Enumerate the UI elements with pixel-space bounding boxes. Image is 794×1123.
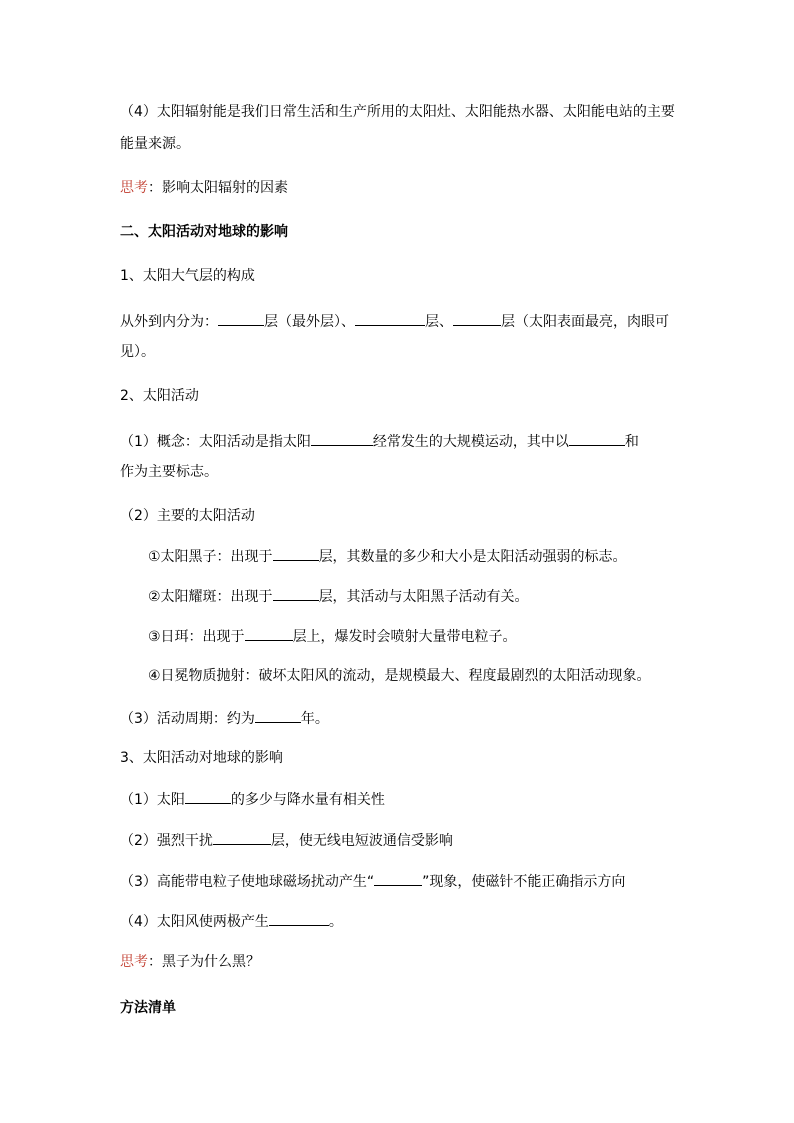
subsection-title-1: 1、太阳大气层的构成 — [120, 268, 255, 284]
effect-4-text-1: （4）太阳风使两极产生 — [120, 914, 269, 930]
concept-text-2: 经常发生的大规模运动，其中以 — [372, 434, 569, 450]
layers-prefix: 从外到内分为： — [120, 314, 218, 330]
effect-3-text-2: ”现象，使磁针不能正确指示方向 — [422, 874, 626, 890]
think-label: 思考 — [120, 954, 148, 970]
prominence-text-2: 层上，爆发时会喷射大量带电粒子。 — [292, 629, 517, 645]
answer-blank[interactable] — [255, 707, 301, 723]
section-title: 二、太阳活动对地球的影响 — [120, 224, 288, 240]
layers-text-a: 层（最外层）、 — [264, 314, 355, 330]
concept-text-3: 和 — [624, 434, 639, 450]
concept-text-1: （1）概念：太阳活动是指太阳 — [120, 434, 311, 450]
effect-2-text-1: （2）强烈干扰 — [120, 833, 213, 849]
answer-blank[interactable] — [569, 430, 625, 446]
flare-text-1: ②太阳耀斑：出现于 — [148, 589, 273, 605]
answer-blank[interactable] — [213, 829, 271, 845]
think-text: ：影响太阳辐射的因素 — [148, 180, 288, 196]
think-note-1 — [120, 178, 288, 198]
item-4-line-2: 能量来源。 — [120, 136, 190, 152]
sunspot-text-1: ①太阳黑子：出现于 — [148, 549, 273, 565]
effect-1-text-1: （1）太阳 — [120, 792, 185, 808]
methods-title: 方法清单 — [120, 1000, 176, 1016]
answer-blank[interactable] — [245, 625, 293, 641]
layers-text-c: 层（太阳表面最亮，肉眼可 — [501, 314, 669, 330]
effect-4-line — [120, 910, 343, 932]
cycle-text-2: 年。 — [300, 711, 329, 727]
effect-2-text-2: 层，使无线电短波通信受影响 — [270, 833, 453, 849]
effect-1-text-2: 的多少与降水量有相关性 — [230, 792, 385, 808]
effect-2-line — [120, 829, 453, 851]
concept-line-cont: 作为主要标志。 — [120, 464, 218, 480]
sunspot-text-2: 层，其数量的多少和大小是太阳活动强弱的标志。 — [318, 549, 627, 565]
answer-blank[interactable] — [311, 430, 373, 446]
answer-blank[interactable] — [218, 310, 264, 326]
cycle-line — [120, 707, 329, 729]
effect-4-text-2: 。 — [328, 914, 343, 930]
effect-1-line — [120, 788, 385, 810]
prominence-text-1: ③日珥：出现于 — [148, 629, 245, 645]
layers-line-cont: 见）。 — [120, 344, 155, 360]
flare-line — [148, 585, 529, 607]
answer-blank[interactable] — [185, 788, 231, 804]
subsection-title-3: 3、太阳活动对地球的影响 — [120, 750, 283, 766]
effect-3-text-1: （3）高能带电粒子使地球磁场扰动产生“ — [120, 874, 375, 890]
prominence-line — [148, 625, 517, 647]
think-label: 思考 — [120, 180, 148, 196]
flare-text-2: 层，其活动与太阳黑子活动有关。 — [318, 589, 529, 605]
layers-line — [120, 310, 669, 332]
answer-blank[interactable] — [269, 910, 329, 926]
answer-blank[interactable] — [273, 545, 319, 561]
main-activities-title: （2）主要的太阳活动 — [120, 508, 255, 524]
layers-text-b: 层、 — [425, 314, 453, 330]
concept-line — [120, 430, 639, 452]
think-note-2 — [120, 952, 260, 972]
item-4-line-1: （4）太阳辐射能是我们日常生活和生产所用的太阳灶、太阳能热水器、太阳能电站的主要 — [120, 104, 675, 120]
cme-line: ④日冕物质抛射：破坏太阳风的流动，是规模最大、程度最剧烈的太阳活动现象。 — [148, 668, 651, 684]
answer-blank[interactable] — [355, 310, 425, 326]
think-text: ：黑子为什么黑？ — [148, 954, 260, 970]
subsection-title-2: 2、太阳活动 — [120, 388, 199, 404]
answer-blank[interactable] — [374, 870, 422, 886]
sunspot-line — [148, 545, 627, 567]
answer-blank[interactable] — [453, 310, 501, 326]
cycle-text-1: （3）活动周期：约为 — [120, 711, 255, 727]
effect-3-line — [120, 870, 625, 892]
answer-blank[interactable] — [273, 585, 319, 601]
